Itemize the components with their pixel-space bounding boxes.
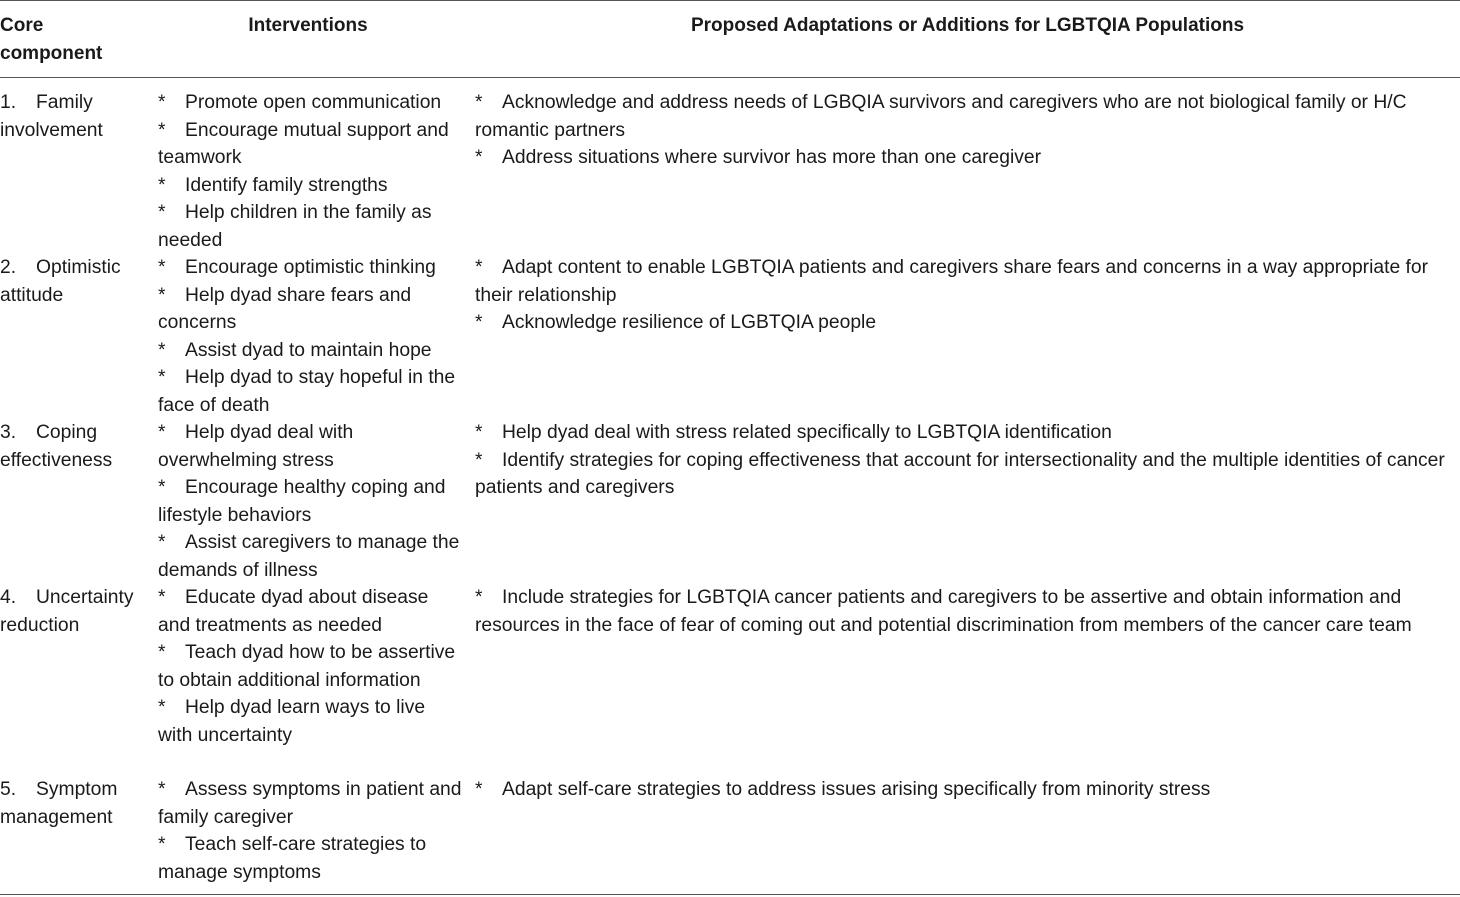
bullet: *: [158, 642, 166, 663]
core-component-cell: [0, 254, 150, 309]
adaptation-item: * Adapt content to enable LGBTQIA patients and caregivers share fears and concerns in a way appropriate for their relationship: [475, 254, 1460, 309]
intervention-item: * Assist caregivers to manage the demands of illness: [158, 529, 463, 584]
intervention-item: * Encourage optimistic thinking: [158, 254, 463, 282]
header-interventions: Interventions: [248, 15, 368, 36]
intervention-item: * Encourage healthy coping and lifestyle behaviors: [158, 474, 463, 529]
header-core-component: Core component: [0, 15, 103, 64]
bullet: *: [158, 422, 166, 443]
intervention-item: * Help children in the family as needed: [158, 199, 463, 254]
bullet: *: [475, 779, 483, 800]
bullet: *: [158, 779, 166, 800]
bullet: *: [475, 422, 483, 443]
bullet: *: [158, 339, 166, 361]
adaptation-item: * Acknowledge resilience of LGBTQIA people: [475, 309, 1460, 337]
core-component-cell: [0, 419, 150, 474]
bullet: *: [158, 257, 166, 278]
adaptations-cell: [475, 419, 1460, 502]
bullet: *: [475, 312, 483, 333]
adaptations-cell: [475, 776, 1460, 804]
component-number: 3.: [0, 422, 17, 443]
intervention-item: * Help dyad deal with overwhelming stress: [158, 419, 463, 474]
core-component-cell: [0, 584, 150, 639]
core-component-cell: [0, 776, 150, 831]
bullet: *: [158, 587, 166, 608]
intervention-item: * Educate dyad about disease and treatments as needed: [158, 584, 463, 639]
interventions-cell: [158, 584, 463, 749]
interventions-cell: [158, 419, 463, 584]
bullet: *: [475, 147, 483, 168]
bullet: *: [475, 92, 483, 113]
bullet: *: [158, 477, 166, 498]
interventions-cell: [158, 89, 463, 254]
intervention-item: * Encourage mutual support and teamwork: [158, 117, 463, 172]
intervention-item: * Teach dyad how to be assertive to obtain additional information: [158, 639, 463, 694]
header-adaptations: Proposed Adaptations or Additions for LGBTQIA Populations: [690, 15, 1245, 36]
component-name: Coping effectiveness: [0, 422, 113, 471]
component-name: Optimistic attitude: [0, 257, 121, 306]
intervention-item: * Promote open communication: [158, 89, 463, 117]
component-number: 5.: [0, 779, 17, 800]
intervention-item: * Assess symptoms in patient and family caregiver: [158, 776, 463, 831]
intervention-item: * Help dyad share fears and concerns: [158, 282, 463, 337]
table-top-rule: [0, 0, 1460, 1]
adaptation-item: * Help dyad deal with stress related specifically to LGBTQIA identification: [475, 419, 1460, 447]
bullet: *: [158, 92, 166, 113]
bullet: *: [158, 532, 166, 553]
adaptations-cell: [475, 584, 1460, 639]
adaptation-item: * Include strategies for LGBTQIA cancer patients and caregivers to be assertive and obtain information and resources in the face of fear of coming out and potential discrimination from members of the cancer care team: [475, 584, 1460, 639]
core-component-cell: [0, 89, 150, 144]
adaptations-cell: [475, 254, 1460, 337]
component-name: Uncertainty reduction: [0, 587, 134, 636]
intervention-item: * Assist dyad to maintain hope: [158, 337, 463, 365]
adaptation-item: * Acknowledge and address needs of LGBQIA survivors and caregivers who are not biological family or H/C romantic partners: [475, 89, 1460, 144]
adaptation-item: * Identify strategies for coping effectiveness that account for intersectionality and the multiple identities of cancer patients and caregivers: [475, 447, 1460, 502]
header-rule: [0, 77, 1460, 78]
adaptations-cell: [475, 89, 1460, 172]
component-name: Symptom management: [0, 779, 118, 828]
adaptation-item: * Address situations where survivor has more than one caregiver: [475, 144, 1460, 172]
bullet: *: [158, 367, 166, 388]
bullet: *: [158, 202, 166, 223]
table-bottom-rule: [0, 894, 1460, 895]
bullet: *: [158, 834, 166, 855]
interventions-cell: [158, 254, 463, 419]
bullet: *: [158, 174, 166, 196]
bullet: *: [158, 697, 166, 718]
bullet: *: [158, 119, 166, 141]
component-number: 4.: [0, 587, 17, 608]
adaptation-item: * Adapt self-care strategies to address issues arising specifically from minority stress: [475, 776, 1460, 804]
component-number: 1.: [0, 92, 17, 113]
bullet: *: [475, 257, 483, 278]
component-name: Family involvement: [0, 92, 103, 141]
intervention-item: * Help dyad learn ways to live with uncertainty: [158, 694, 463, 749]
intervention-item: * Teach self-care strategies to manage symptoms: [158, 831, 463, 886]
interventions-cell: [158, 776, 463, 886]
intervention-item: * Identify family strengths: [158, 172, 463, 200]
intervention-item: * Help dyad to stay hopeful in the face of death: [158, 364, 463, 419]
bullet: *: [158, 284, 166, 306]
component-number: 2.: [0, 257, 17, 278]
bullet: *: [475, 449, 483, 471]
bullet: *: [475, 587, 483, 608]
